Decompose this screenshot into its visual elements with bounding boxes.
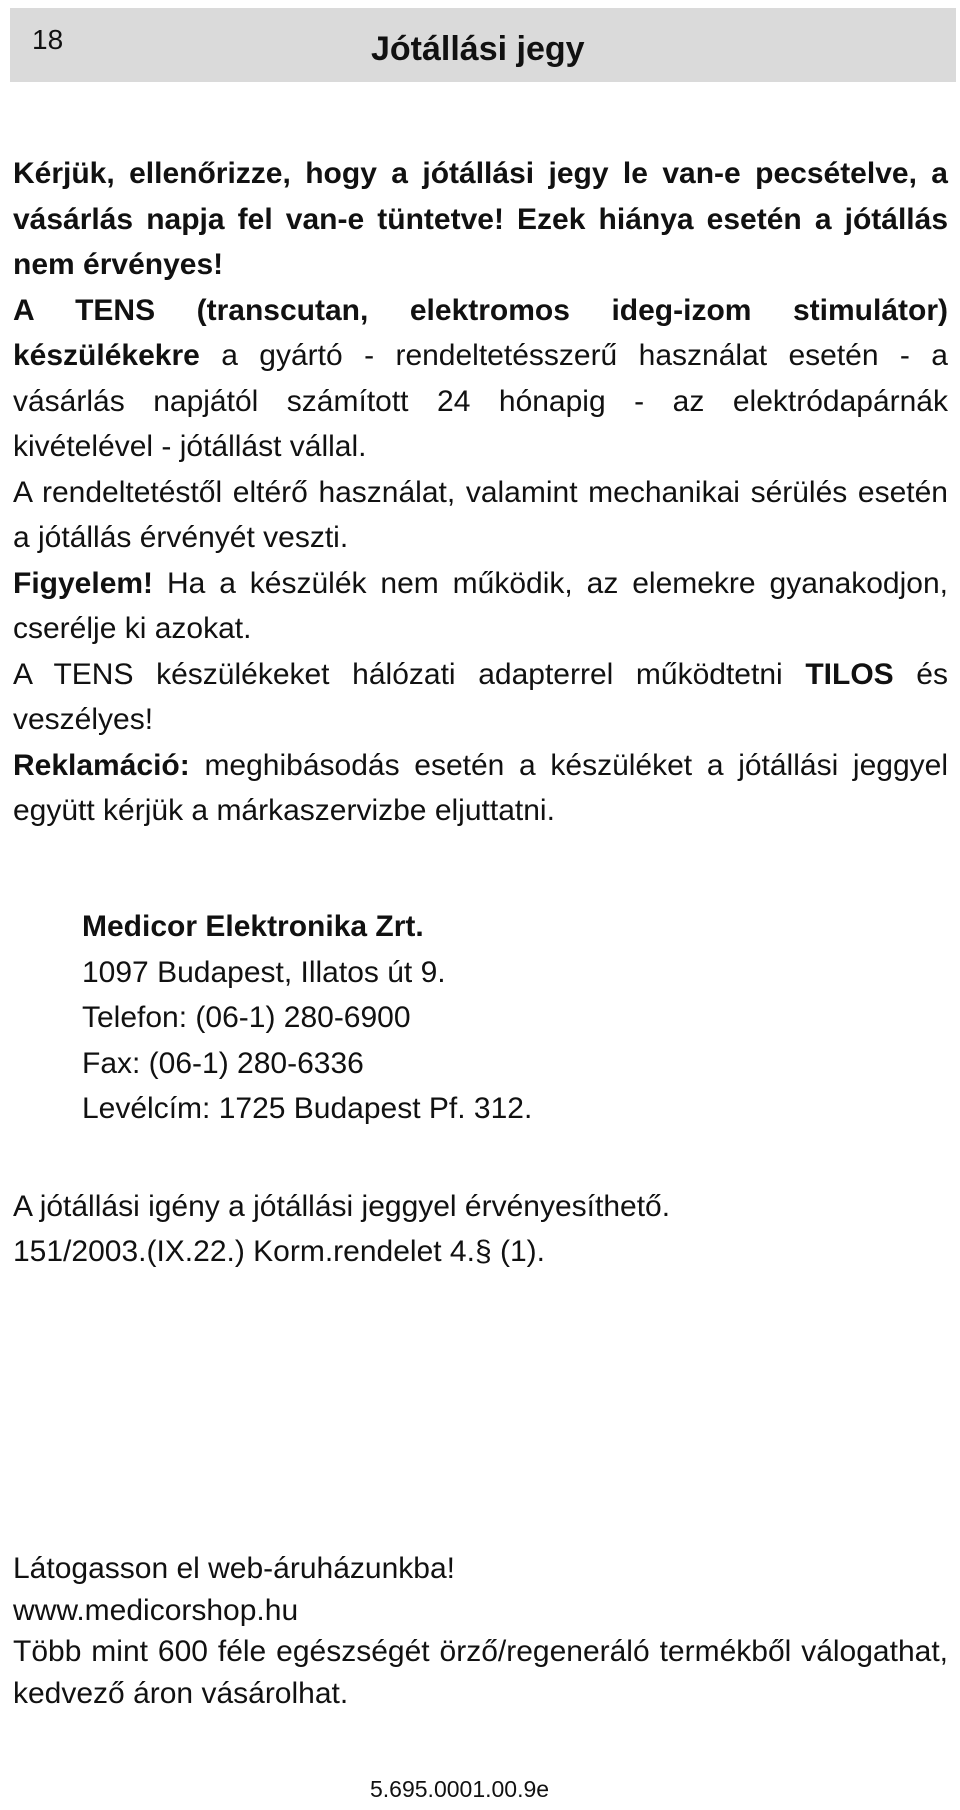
adapter-text: A TENS készülékeket hálózati adapterrel működtetni [13,657,806,691]
street-address: 1097 Budapest, Illatos út 9. [82,955,446,989]
warning-paragraph: Kérjük, ellenőrizze, hogy a jótállási jegy le van-e pecsételve, a vásárlás napja fel van-e tüntetve! Ezek hiánya esetén a jótállás nem érvényes! [13,157,948,281]
company-name: Medicor Elektronika Zrt. [82,910,424,943]
complaint-label: Reklamáció: [13,748,190,782]
mail-address: Levélcím: 1725 Budapest Pf. 312. [82,1092,533,1125]
claim-text: A jótállási igény a jótállási jeggyel érvényesíthető. [13,1190,671,1223]
document-code: 5.695.0001.00.9e [370,1776,550,1802]
adapter-paragraph [13,652,948,743]
phone-number: Telefon: (06-1) 280-6900 [82,1001,411,1034]
complaint-paragraph [13,743,948,834]
tens-text: a gyártó - rendeltetésszerű használat esetén - a vásárlás napjától számított 24 hónapig - az elektródapárnák kivételével - jótállást vállal. [13,339,948,463]
company-address [82,904,532,1132]
offer-text: Több mint 600 féle egészségét örző/regeneráló termékből válogathat, kedvező áron vásárolhat. [13,1635,948,1710]
decree-text: 151/2003.(IX.22.) Korm.rendelet 4.§ (1). [13,1235,545,1268]
adapter-rest: és veszélyes! [13,657,948,736]
legal-note [13,1184,948,1274]
tens-label: A TENS (transcutan, elektromos ideg-izom stimulátor) készülékekre [13,293,948,372]
visit-text: Látogasson el web-áruházunkba! [13,1552,455,1585]
attention-paragraph [13,561,948,652]
page-title: Jótállási jegy [371,30,585,68]
attention-label: Figyelem! [13,566,154,600]
page-header [10,8,956,82]
adapter-forbidden: TILOS [805,657,894,691]
complaint-text: meghibásodás esetén a készüléket a jótállási jeggyel együtt kérjük a márkaszervizbe eljuttatni. [13,748,948,827]
webshop-promo [13,1548,948,1714]
misuse-paragraph: A rendeltetéstől eltérő használat, valamint mechanikai sérülés esetén a jótállás érvényét veszti. [13,475,948,554]
fax-number: Fax: (06-1) 280-6336 [82,1046,364,1080]
warranty-text [13,151,948,834]
tens-paragraph [13,288,948,470]
attention-text: Ha a készülék nem működik, az elemekre gyanakodjon, cserélje ki azokat. [13,566,948,645]
webshop-url[interactable]: www.medicorshop.hu [13,1593,299,1627]
page-number: 18 [32,24,64,55]
